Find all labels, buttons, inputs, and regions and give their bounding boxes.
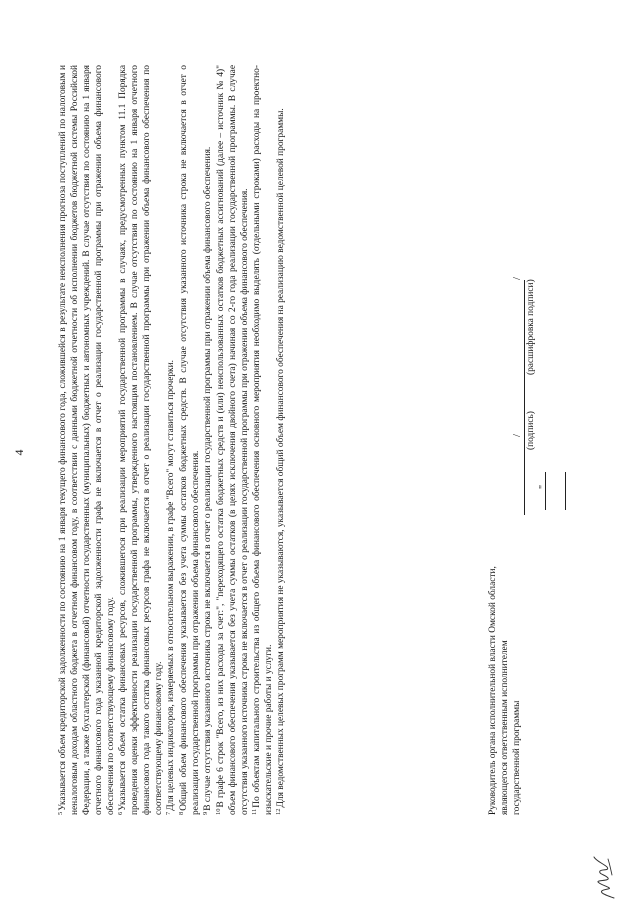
footnote-text: По объектам капитального строительства из общего объема финансового обеспечения основного мероприятия необходимо выделять (отдельными строками) расходы на проектно-изыскательские и прочие работы и услуги. <box>252 65 274 815</box>
signature-caption: (подпись) <box>526 411 536 450</box>
date-quote: " <box>538 484 549 489</box>
footnote-text: Общий объем финансового обеспечения указывается без учета суммы остатков бюджетных средств. В случае отсутствия указанного источника строка не включается в отчет о реализации государственной программы при отражении объема финансового обеспечения. <box>178 65 201 815</box>
handwritten-initials-icon <box>588 853 622 901</box>
footnote-mark: 11 <box>251 808 259 815</box>
footnotes <box>58 65 289 815</box>
footnote <box>166 65 178 815</box>
signatory-line: Руководитель органа исполнительной власти Омской области, <box>488 566 498 815</box>
date-line <box>545 472 546 510</box>
footnote-mark: 5 <box>57 811 64 815</box>
footnote-text: В графе 6 строк "Всего, из них расходы за счет:", "переходящего остатка бюджетных средств и (или) неиспользованных остатков бюджетных ассигнований (далее – источник № 4)" объем финансового обеспечения указывается без учета суммы остатков (в целях исключения двойного счета) начиная со 2-го года реализации государственной программы. В случае отсутствия указанного источника строка не включается в отчет о реализации государственной программы при отражении объема финансового обеспечения. <box>215 65 250 815</box>
signatory-line: государственной программы <box>511 700 522 815</box>
footnote-text: В случае отсутствия указанного источника строка не включается в отчет о реализации государственной программы при отражении объема финансового обеспечения. <box>203 146 214 811</box>
footnote <box>58 65 118 815</box>
footnote-mark: 12 <box>275 808 283 815</box>
page-number: 4 <box>12 449 26 456</box>
date-line <box>565 472 566 510</box>
footnote-mark: 10 <box>214 808 222 815</box>
signatory-line: являющегося ответственным исполнителем <box>499 640 510 815</box>
footnote <box>252 65 276 815</box>
footnote <box>203 65 215 815</box>
signature-separator: / <box>511 276 523 280</box>
footnote-text: Указывается объем остатка финансовых ресурсов, сложившегося при реализации мероприятий государственной программы в случаях, предусмотренных пунктом 11.1 Порядка проведения оценки эффективности реализации государственной программы, утвержденного настоящим постановлением. В случае отсутствия по состоянию на 1 января отчетного финансового года такого остатка финансовых ресурсов графа не включается в отчет о реализации государственной программы при отражении объема финансового обеспечения по соответствующему финансовому году. <box>118 65 164 815</box>
footnote <box>118 65 166 815</box>
footnote-text: Для ведомственных целевых программ мероприятия не указываются, указывается общий объем финансового обеспечения на реализацию ведомственной целевой программы. <box>276 108 287 808</box>
footnote-mark: 9 <box>202 811 210 815</box>
name-caption: (расшифровка подписи) <box>526 279 536 375</box>
signature-block <box>488 65 598 815</box>
footnote-mark: 6 <box>117 811 125 815</box>
footnote-mark: 8 <box>177 811 185 815</box>
footnote <box>216 65 252 815</box>
footnote <box>179 65 203 815</box>
footnote-text: Для целевых индикаторов, измеряемых в относительном выражении, в графе "Всего" могут ставиться прочерки. <box>166 360 177 811</box>
footnote <box>276 65 288 815</box>
signature-line <box>524 280 525 515</box>
signatory-title <box>488 566 524 815</box>
footnote-mark: 7 <box>165 811 173 815</box>
footnote-text: Указывается объем кредиторской задолженности по состоянию на 1 января текущего финансового года, сложившейся в результате неисполнения прогноза поступлений по налоговым и неналоговым доходам областного бюджета в отчетном финансовом году, в соответствии с данными бюджетной отчетности об исполнении бюджетов бюджетной системы Российской Федерации, а также бухгалтерской (финансовой) отчетности государственных (муниципальных) бюджетных и автономных учреждений. В случае отсутствия по состоянию на 1 января отчетного финансового года указанной кредиторской задолженности графа не включается в отчет о реализации государственной программы при отражении объема финансового обеспечения по соответствующему финансовому году. <box>58 65 116 815</box>
signature-separator: / <box>511 433 523 437</box>
